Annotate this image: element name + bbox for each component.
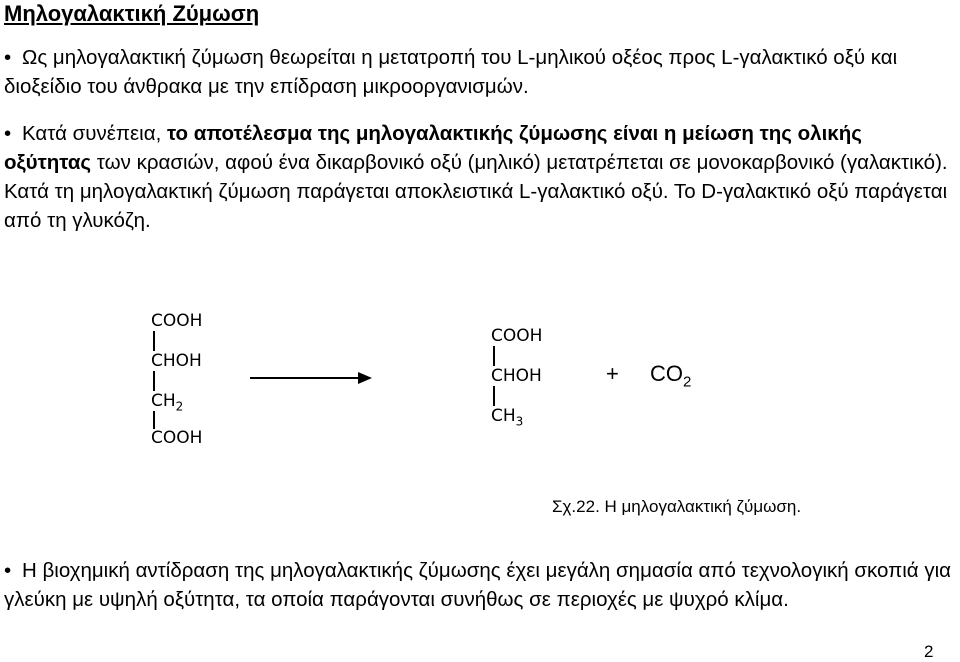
co2-formula: [650, 360, 691, 396]
figure-caption: Σχ.22. Η μηλογαλακτική ζύμωση.: [552, 497, 802, 516]
bond-line: [153, 331, 155, 351]
product-choh: CHOH: [491, 366, 542, 386]
page-title: Μηλογαλακτική Ζύμωση: [4, 1, 260, 26]
bullet-paragraph-1: [4, 43, 954, 101]
bullet-text: Ως μηλογαλακτική ζύμωση θεωρείται η μετατροπή του L-μηλικού οξέος προς L-γαλακτικό οξύ και διοξείδιο του άνθρακα με την επίδραση μικροοργανισμών.: [4, 46, 898, 98]
bullet-symbol: •: [4, 122, 12, 145]
bond-line: [153, 411, 155, 429]
page-number: 2: [924, 642, 934, 661]
reactant-choh: CHOH: [151, 351, 202, 371]
reaction-arrow-line: [250, 378, 370, 380]
bullet-text: Η βιοχημική αντίδραση της μηλογαλακτικής ζύμωσης έχει μεγάλη σημασία από τεχνολογική σκοπιά για γλεύκη με υψηλή οξύτητα, τα οποία παράγονται συνήθως σε περιοχές με ψυχρό κλίμα.: [4, 559, 952, 611]
bullet-symbol: •: [4, 46, 12, 69]
reactant-ch2-base: CH: [151, 391, 176, 411]
reactant-cooh-top: COOH: [151, 311, 203, 331]
bond-line: [153, 371, 155, 391]
bond-line: [493, 346, 495, 366]
reactant-ch2-sub: 2: [175, 399, 184, 414]
plus-sign: +: [606, 361, 619, 386]
bullet-text-pre: Κατά συνέπεια,: [22, 122, 167, 145]
product-ch3-base: CH: [491, 406, 516, 426]
co2-sub: 2: [683, 373, 692, 391]
bond-line: [493, 386, 495, 406]
bullet-paragraph-3: [4, 556, 954, 614]
bullet-paragraph-2: [4, 119, 954, 235]
product-ch3-sub: 3: [515, 414, 524, 429]
bullet-text-bold: το αποτέλεσμα της μηλογαλακτικής ζύμωσης είναι η μείωση της ολικής οξύτητας: [4, 122, 862, 174]
co2-base: CO: [650, 361, 683, 386]
bullet-symbol: •: [4, 559, 12, 582]
bullet-text-post: των κρασιών, αφού ένα δικαρβονικό οξύ (μηλικό) μετατρέπεται σε μονοκαρβονικό (γαλακτικό). Κατά τη μηλογαλακτική ζύμωση παράγεται αποκλειστικά L-γαλακτικό οξύ. Το D-γαλακτικό οξύ παράγεται από τη γλυκόζη.: [4, 151, 948, 232]
reactant-cooh-bottom: COOH: [151, 428, 203, 448]
reactant-ch2: [151, 391, 183, 416]
product-ch3: [491, 406, 523, 431]
product-cooh: COOH: [491, 326, 543, 346]
